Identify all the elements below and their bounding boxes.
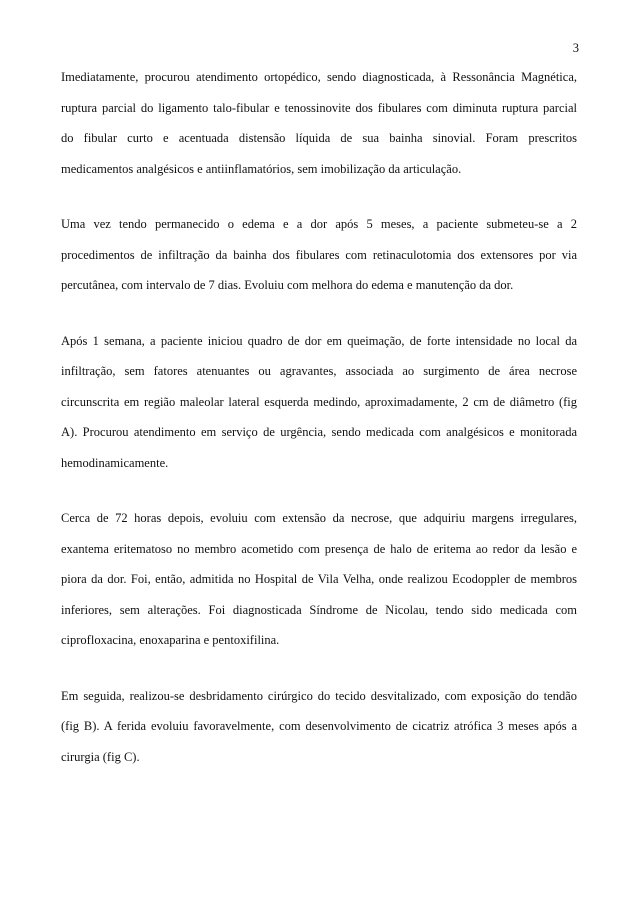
text-line: Imediatamente, procurou atendimento ortopédico, sendo diagnosticada, à Ressonância Magnética, <box>61 70 577 84</box>
text-line: ruptura parcial do ligamento talo-fibular e tenossinovite dos fibulares com diminuta ruptura parcial <box>61 100 577 115</box>
text-line: hemodinamicamente. <box>61 455 169 470</box>
document-body <box>61 62 577 797</box>
text-line: Após 1 semana, a paciente iniciou quadro de dor em queimação, de forte intensidade no local da <box>61 333 577 348</box>
text-line: exantema eritematoso no membro acometido com presença de halo de eritema ao redor da lesão e <box>61 541 577 556</box>
text-line: Uma vez tendo permanecido o edema e a dor após 5 meses, a paciente submeteu-se a 2 <box>61 217 577 231</box>
paragraph-diagnosis <box>61 62 577 184</box>
text-line: piora da dor. Foi, então, admitida no Hospital de Vila Velha, onde realizou Ecodoppler de membros <box>61 572 577 586</box>
paragraph-hospital-admission <box>61 503 577 656</box>
text-line: Cerca de 72 horas depois, evoluiu com extensão da necrose, que adquiriu margens irregulares, <box>61 511 577 525</box>
text-line: do fibular curto e acentuada distensão líquida de sua bainha sinovial. Foram prescritos <box>61 131 577 145</box>
text-line: procedimentos de infiltração da bainha dos fibulares com retinaculotomia dos extensores por via <box>61 247 577 262</box>
text-line: A). Procurou atendimento em serviço de urgência, sendo medicada com analgésicos e monitorada <box>61 425 577 439</box>
text-line: percutânea, com intervalo de 7 dias. Evoluiu com melhora do edema e manutenção da dor. <box>61 278 514 292</box>
text-line: circunscrita em região maleolar lateral esquerda medindo, aproximadamente, 2 cm de diâmetro (fig <box>61 394 577 409</box>
text-line: cirurgia (fig C). <box>61 749 140 764</box>
text-line: Em seguida, realizou-se desbridamento cirúrgico do tecido desvitalizado, com exposição do tendão <box>61 688 577 703</box>
paragraph-surgery-outcome <box>61 681 577 773</box>
paragraph-procedures <box>61 209 577 301</box>
text-line: (fig B). A ferida evoluiu favoravelmente, com desenvolvimento de cicatriz atrófica 3 meses após a <box>61 719 577 733</box>
paragraph-necrosis-onset <box>61 326 577 479</box>
text-line: inferiores, sem alterações. Foi diagnosticada Síndrome de Nicolau, tendo sido medicada com <box>61 602 577 617</box>
page-number: 3 <box>572 41 579 55</box>
text-line: medicamentos analgésicos e antiinflamatórios, sem imobilização da articulação. <box>61 161 462 176</box>
text-line: ciprofloxacina, enoxaparina e pentoxifilina. <box>61 633 280 647</box>
text-line: infiltração, sem fatores atenuantes ou agravantes, associada ao surgimento de área necrose <box>61 364 577 378</box>
